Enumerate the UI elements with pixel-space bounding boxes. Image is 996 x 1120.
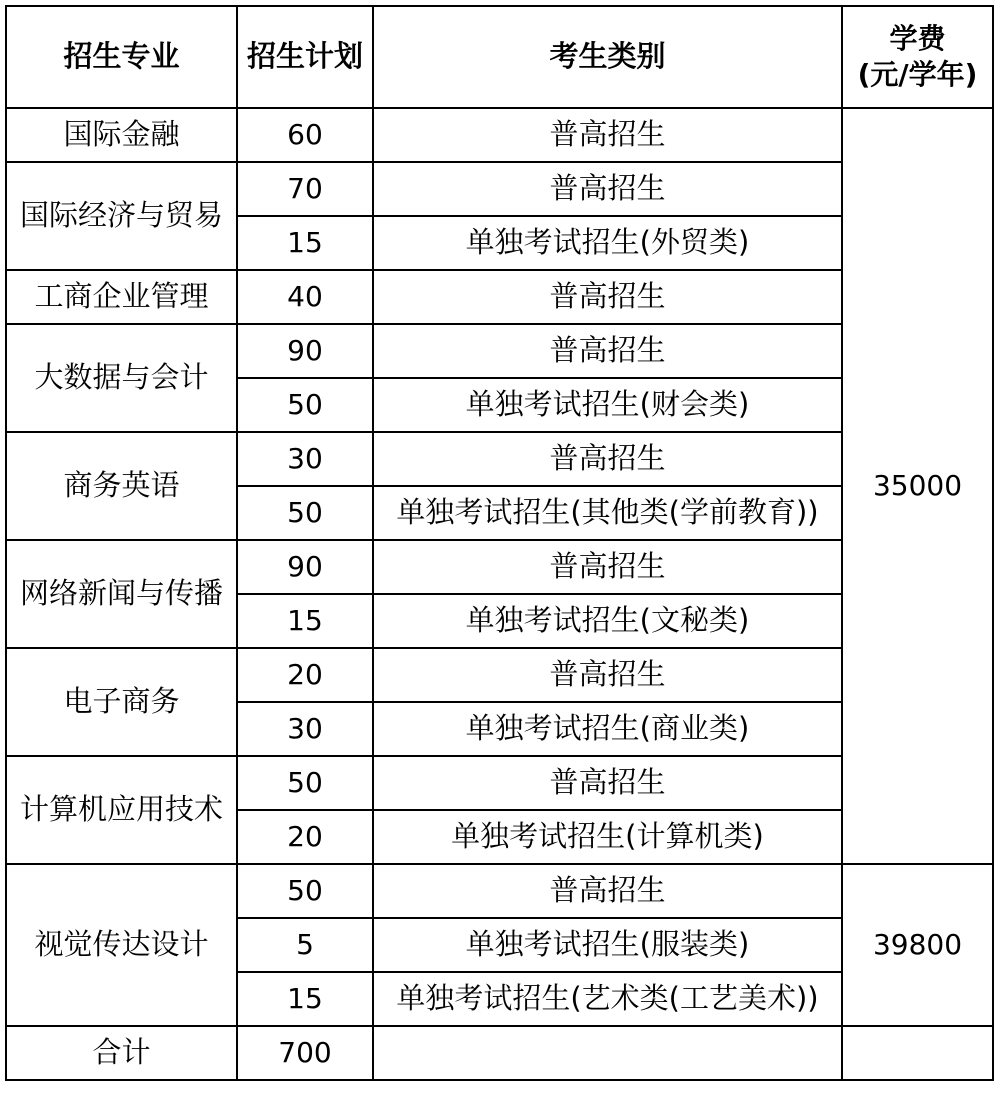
total-label: 合计 — [6, 1026, 237, 1080]
header-major: 招生专业 — [6, 6, 237, 108]
plan-cell: 15 — [237, 594, 373, 648]
major-cell: 商务英语 — [6, 432, 237, 540]
category-cell: 单独考试招生(其他类(学前教育)) — [373, 486, 842, 540]
major-cell: 视觉传达设计 — [6, 864, 237, 1026]
plan-cell: 20 — [237, 648, 373, 702]
plan-cell: 30 — [237, 432, 373, 486]
plan-cell: 50 — [237, 378, 373, 432]
header-plan: 招生计划 — [237, 6, 373, 108]
fee-cell: 35000 — [842, 108, 993, 864]
plan-cell: 15 — [237, 972, 373, 1026]
plan-cell: 90 — [237, 324, 373, 378]
plan-cell: 40 — [237, 270, 373, 324]
header-fee-line1: 学费 — [889, 21, 946, 55]
category-cell: 单独考试招生(财会类) — [373, 378, 842, 432]
total-plan: 700 — [237, 1026, 373, 1080]
major-cell: 计算机应用技术 — [6, 756, 237, 864]
plan-cell: 50 — [237, 486, 373, 540]
table-row — [6, 864, 993, 918]
total-fee-empty — [842, 1026, 993, 1080]
fee-cell: 39800 — [842, 864, 993, 1026]
plan-cell: 15 — [237, 216, 373, 270]
major-cell: 国际金融 — [6, 108, 237, 162]
major-cell: 网络新闻与传播 — [6, 540, 237, 648]
category-cell: 普高招生 — [373, 648, 842, 702]
category-cell: 单独考试招生(服装类) — [373, 918, 842, 972]
major-cell: 大数据与会计 — [6, 324, 237, 432]
category-cell: 单独考试招生(文秘类) — [373, 594, 842, 648]
category-cell: 普高招生 — [373, 108, 842, 162]
plan-cell: 90 — [237, 540, 373, 594]
header-category: 考生类别 — [373, 6, 842, 108]
plan-cell: 20 — [237, 810, 373, 864]
table-row — [6, 108, 993, 162]
plan-cell: 70 — [237, 162, 373, 216]
header-row — [6, 6, 993, 108]
plan-cell: 60 — [237, 108, 373, 162]
header-fee — [842, 6, 993, 108]
category-cell: 单独考试招生(商业类) — [373, 702, 842, 756]
major-cell: 工商企业管理 — [6, 270, 237, 324]
plan-cell: 50 — [237, 756, 373, 810]
total-category-empty — [373, 1026, 842, 1080]
category-cell: 单独考试招生(计算机类) — [373, 810, 842, 864]
enrollment-table — [5, 5, 994, 1081]
enrollment-table-wrapper — [5, 5, 994, 1081]
major-cell: 电子商务 — [6, 648, 237, 756]
category-cell: 单独考试招生(外贸类) — [373, 216, 842, 270]
plan-cell: 30 — [237, 702, 373, 756]
total-row — [6, 1026, 993, 1080]
major-cell: 国际经济与贸易 — [6, 162, 237, 270]
header-fee-line2: (元/学年) — [857, 58, 978, 91]
plan-cell: 5 — [237, 918, 373, 972]
category-cell: 普高招生 — [373, 864, 842, 918]
category-cell: 普高招生 — [373, 324, 842, 378]
category-cell: 单独考试招生(艺术类(工艺美术)) — [373, 972, 842, 1026]
category-cell: 普高招生 — [373, 162, 842, 216]
category-cell: 普高招生 — [373, 540, 842, 594]
category-cell: 普高招生 — [373, 270, 842, 324]
plan-cell: 50 — [237, 864, 373, 918]
category-cell: 普高招生 — [373, 432, 842, 486]
category-cell: 普高招生 — [373, 756, 842, 810]
